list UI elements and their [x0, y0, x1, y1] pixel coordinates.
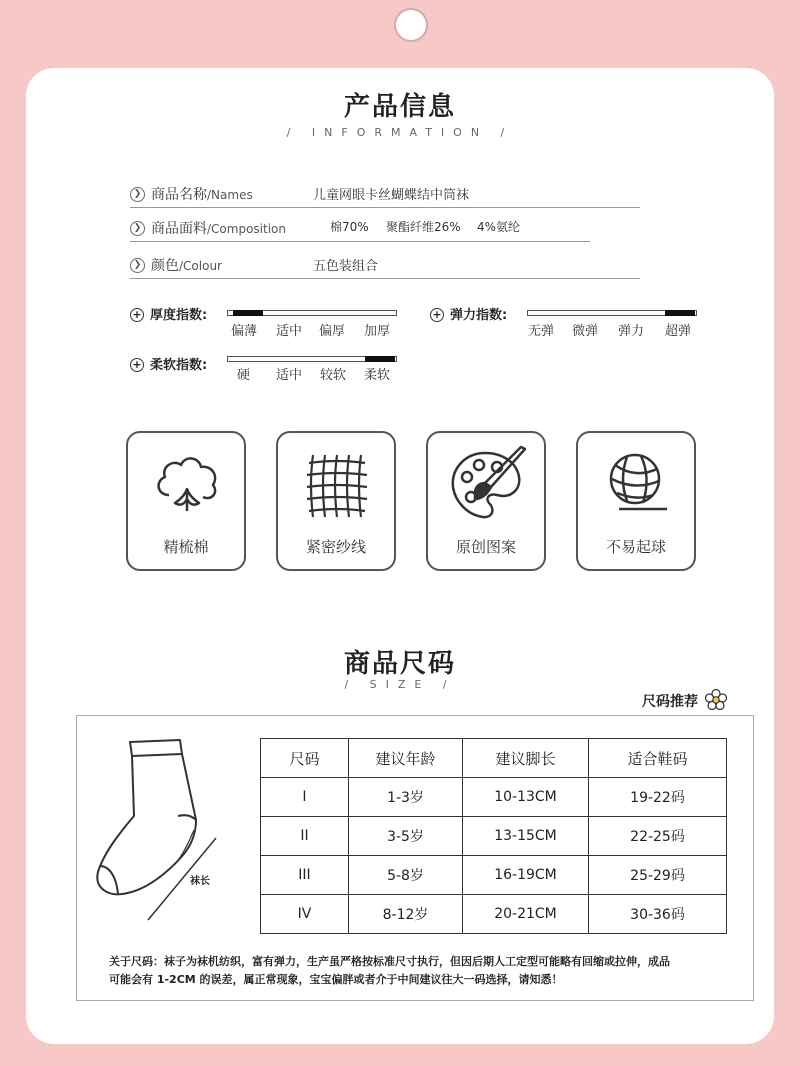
- table-cell: 30-36码: [589, 895, 727, 934]
- plus-icon: +: [430, 308, 444, 322]
- table-cell: 16-19CM: [463, 856, 589, 895]
- thickness-bar-fill: [233, 310, 263, 316]
- feature-label: 紧密纱线: [305, 538, 366, 556]
- info-row-colour: [130, 252, 640, 279]
- elasticity-level: 无弹: [528, 324, 555, 339]
- info-row-composition: [130, 215, 590, 242]
- table-row: [261, 856, 727, 895]
- thickness-label: + 厚度指数:: [130, 304, 207, 323]
- row-value: 五色装组合: [313, 259, 379, 274]
- feature-label: 不易起球: [605, 538, 666, 556]
- feature-tight-yarn: [276, 431, 396, 571]
- thickness-level: 偏厚: [319, 324, 346, 339]
- arrow-right-icon: ❯: [130, 221, 145, 236]
- table-cell: 19-22码: [589, 778, 727, 817]
- softness-level: 硬: [237, 368, 251, 383]
- row-value-cotton: 棉70%: [330, 220, 369, 234]
- hang-hole: [394, 8, 428, 42]
- size-note-line: 关于尺码：袜子为袜机纺织，富有弹力，生产虽严格按标准尺寸执行，但因后期人工定型可能略有回缩或拉伸，成品: [109, 955, 670, 968]
- size-recommend-label: 尺码推荐: [642, 689, 727, 711]
- size-table: [260, 738, 727, 934]
- thickness-level: 偏薄: [231, 324, 258, 339]
- row-label: 商品名称: [151, 187, 207, 203]
- softness-bar-fill: [365, 356, 395, 362]
- elasticity-bar: [527, 310, 697, 316]
- table-header: 尺码: [261, 739, 349, 778]
- elasticity-label: + 弹力指数:: [430, 304, 507, 323]
- size-subtitle: / SIZE /: [344, 678, 456, 691]
- flower-icon: [705, 689, 727, 711]
- arrow-right-icon: ❯: [130, 258, 145, 273]
- info-subtitle: / INFORMATION /: [286, 126, 514, 139]
- elasticity-level: 弹力: [618, 324, 645, 339]
- sock-icon: [92, 734, 242, 934]
- table-cell: III: [261, 856, 349, 895]
- softness-bar: [227, 356, 397, 362]
- softness-label: + 柔软指数:: [130, 354, 207, 373]
- table-cell: II: [261, 817, 349, 856]
- row-label: 商品面料: [151, 221, 207, 237]
- row-label: 颜色: [151, 258, 179, 274]
- table-cell: 5-8岁: [349, 856, 463, 895]
- softness-level: 较软: [320, 368, 347, 383]
- thickness-level: 加厚: [364, 324, 391, 339]
- table-row: [261, 895, 727, 934]
- table-cell: 25-29码: [589, 856, 727, 895]
- table-row: [261, 778, 727, 817]
- info-title: 产品信息: [343, 92, 456, 122]
- row-label-en: /Names: [207, 188, 253, 202]
- table-cell: I: [261, 778, 349, 817]
- table-cell: 1-3岁: [349, 778, 463, 817]
- table-cell: IV: [261, 895, 349, 934]
- sock-length-label: 袜长: [190, 876, 210, 887]
- arrow-right-icon: ❯: [130, 187, 145, 202]
- size-note: [109, 953, 739, 989]
- plus-icon: +: [130, 308, 144, 322]
- table-cell: 10-13CM: [463, 778, 589, 817]
- table-header: 建议年龄: [349, 739, 463, 778]
- table-row: [261, 817, 727, 856]
- table-cell: 3-5岁: [349, 817, 463, 856]
- table-cell: 13-15CM: [463, 817, 589, 856]
- feature-anti-pilling: [576, 431, 696, 571]
- table-header: 适合鞋码: [589, 739, 727, 778]
- cotton-icon: [147, 445, 227, 525]
- palette-icon: [445, 443, 529, 527]
- elasticity-level: 微弹: [572, 324, 599, 339]
- table-header: 建议脚长: [463, 739, 589, 778]
- row-value-polyester: 聚酯纤维26%: [386, 220, 461, 234]
- row-label-en: /Colour: [179, 259, 222, 273]
- softness-level: 柔软: [364, 368, 391, 383]
- elasticity-bar-fill: [665, 310, 695, 316]
- table-cell: 8-12岁: [349, 895, 463, 934]
- size-chart: [76, 715, 754, 1001]
- row-value-spandex: 4%氨纶: [477, 220, 521, 234]
- elasticity-level: 超弹: [665, 324, 692, 339]
- plus-icon: +: [130, 358, 144, 372]
- table-header-row: [261, 739, 727, 778]
- softness-level: 适中: [276, 368, 303, 383]
- feature-combed-cotton: [126, 431, 246, 571]
- table-cell: 20-21CM: [463, 895, 589, 934]
- row-value: 儿童网眼卡丝蝴蝶结中筒袜: [313, 188, 470, 203]
- yarn-grid-icon: [297, 445, 377, 525]
- feature-label: 原创图案: [455, 538, 516, 556]
- table-cell: 22-25码: [589, 817, 727, 856]
- feature-label: 精梳棉: [163, 538, 209, 556]
- info-row-names: [130, 181, 640, 208]
- row-label-en: /Composition: [207, 222, 286, 236]
- size-note-line: 可能会有 1-2CM 的误差，属正常现象，宝宝偏胖或者介于中间建议往大一码选择，请知悉！: [109, 973, 563, 986]
- thickness-level: 适中: [276, 324, 303, 339]
- feature-original-design: [426, 431, 546, 571]
- size-title: 商品尺码: [343, 649, 456, 679]
- thickness-bar: [227, 310, 397, 316]
- yarn-ball-icon: [597, 445, 677, 525]
- info-card: [26, 68, 774, 1044]
